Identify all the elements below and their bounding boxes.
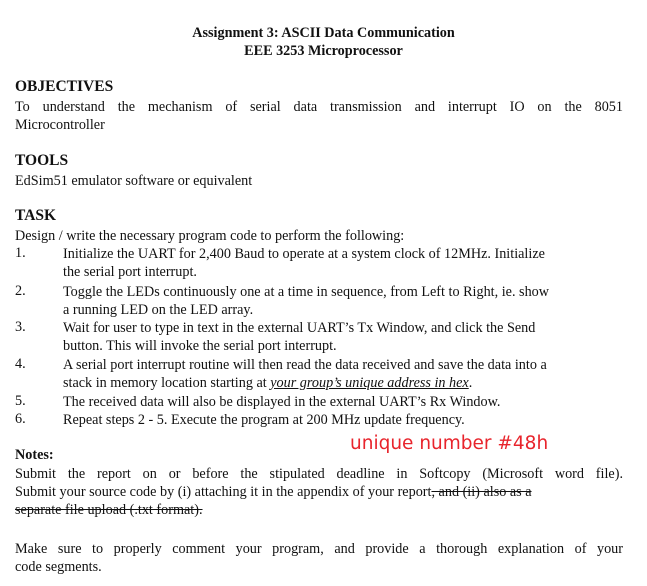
objectives-line-2: Microcontroller (15, 117, 105, 133)
struck-text: , and (ii) also as a (431, 484, 532, 500)
unique-number-annotation: unique number #48h (350, 433, 549, 454)
notes-line-3 (15, 501, 623, 519)
task-item-text: . (468, 375, 473, 391)
task-item-line: A serial port interrupt routine will then read the data received and save the data into a (63, 357, 547, 373)
notes-line-2 (15, 483, 623, 501)
task-item-number: 2. (15, 283, 26, 299)
task-item-number: 4. (15, 356, 26, 372)
task-item-line: the serial port interrupt. (63, 264, 197, 280)
struck-text: separate file upload (.txt format). (15, 502, 203, 518)
task-intro: Design / write the necessary program code to perform the following: (15, 228, 405, 244)
task-item (63, 283, 623, 319)
closing-line-1: Make sure to properly comment your program, and provide a thorough explanation of your (15, 541, 623, 557)
task-item-line: Initialize the UART for 2,400 Baud to operate at a system clock of 12MHz. Initialize (63, 246, 545, 262)
task-item-text: stack in memory location starting at (63, 375, 271, 391)
tools-heading: TOOLS (15, 152, 69, 169)
notes-line-1: Submit the report on or before the stipulated deadline in Softcopy (Microsoft word file). (15, 466, 623, 482)
task-item (63, 319, 623, 355)
notes-heading: Notes: (15, 447, 54, 463)
task-heading: TASK (15, 207, 57, 224)
tools-text: EdSim51 emulator software or equivalent (15, 173, 253, 189)
task-item-number: 6. (15, 411, 26, 427)
closing-line-2: code segments. (15, 559, 102, 575)
task-item-number: 5. (15, 393, 26, 409)
task-item (63, 411, 623, 429)
course-title: EEE 3253 Microprocessor (244, 43, 403, 59)
task-item-line: Toggle the LEDs continuously one at a time in sequence, from Left to Right, ie. show (63, 284, 550, 300)
task-item-line: Wait for user to type in text in the external UART’s Tx Window, and click the Send (63, 320, 536, 336)
objectives-line-1: To understand the mechanism of serial data transmission and interrupt IO on the 8051 (15, 99, 623, 115)
task-item-line: Repeat steps 2 - 5. Execute the program at 200 MHz update frequency. (63, 412, 465, 428)
task-item-line: a running LED on the LED array. (63, 302, 254, 318)
task-item-line: button. This will invoke the serial port interrupt. (63, 338, 337, 354)
assignment-title: Assignment 3: ASCII Data Communication (192, 25, 455, 41)
task-item-line: The received data will also be displayed in the external UART’s Rx Window. (63, 394, 501, 410)
task-item (63, 393, 623, 411)
unique-address-emphasis: your group’s unique address in hex (270, 375, 469, 391)
task-item-number: 3. (15, 319, 26, 335)
task-item (63, 245, 623, 281)
task-item-line-2 (63, 374, 623, 392)
notes-text: Submit your source code by (i) attaching it in the appendix of your report (15, 484, 432, 500)
objectives-heading: OBJECTIVES (15, 78, 114, 95)
task-item-number: 1. (15, 245, 26, 261)
task-item (63, 356, 623, 392)
